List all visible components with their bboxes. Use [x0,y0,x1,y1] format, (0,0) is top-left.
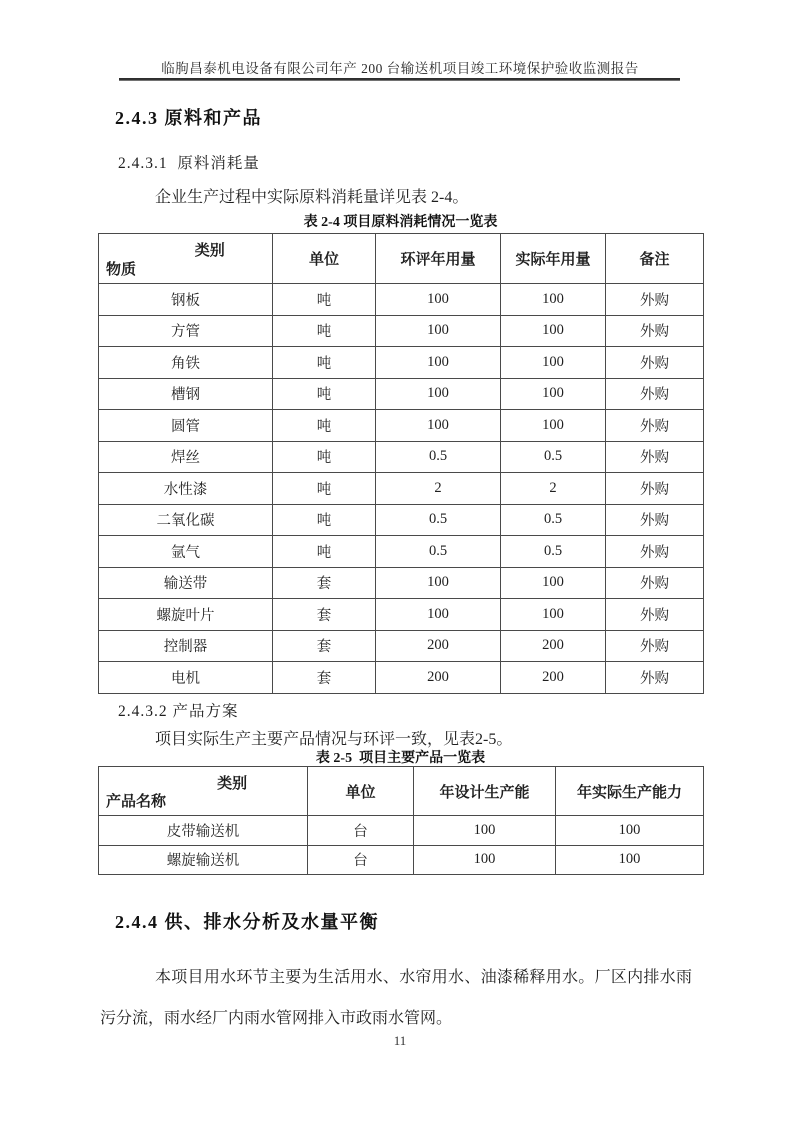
corner-label-category: 类别 [217,776,248,792]
table-row [99,567,704,599]
table-cell: 外购 [606,567,704,599]
table25-caption: 表 2-5 项目主要产品一览表 [315,751,486,766]
table-cell: 100 [376,599,501,631]
table-cell: 吨 [273,284,376,316]
table-cell: 外购 [606,599,704,631]
table-cell: 吨 [273,347,376,379]
table-cell: 控制器 [99,630,273,662]
table-row [99,410,704,442]
table-cell: 200 [501,630,606,662]
table-cell: 吨 [273,473,376,505]
table-cell: 200 [376,630,501,662]
table-cell: 吨 [273,378,376,410]
table-cell: 电机 [99,662,273,694]
table-cell: 2 [501,473,606,505]
table-main-products [98,766,704,875]
table-cell: 钢板 [99,284,273,316]
table-cell: 100 [376,284,501,316]
table-cell: 角铁 [99,347,273,379]
table-row [99,441,704,473]
table-cell: 100 [376,567,501,599]
table-row [99,473,704,505]
table-cell: 螺旋叶片 [99,599,273,631]
table-cell: 200 [501,662,606,694]
table24-header-remark: 备注 [606,234,704,284]
table-cell: 氩气 [99,536,273,568]
paragraph-products: 项目实际生产主要产品情况与环评一致，见表2-5。 [155,731,513,748]
table25-header-row [99,767,704,816]
running-header-title: 临朐昌泰机电设备有限公司年产 200 台输送机项目竣工环境保护验收监测报告 [161,61,639,76]
table25-body [99,816,704,875]
table-cell: 外购 [606,662,704,694]
table-cell: 二氧化碳 [99,504,273,536]
table-cell: 100 [414,816,556,846]
section-heading-243: 2.4.3 原料和产品 [115,108,262,128]
table-row [99,315,704,347]
table-cell: 100 [501,599,606,631]
subsection-heading-2432: 2.4.3.2 产品方案 [118,703,239,720]
table-cell: 输送带 [99,567,273,599]
table-cell: 槽钢 [99,378,273,410]
table-cell: 台 [308,845,414,875]
table-cell: 100 [501,315,606,347]
table-row [99,504,704,536]
table24-header-eia-amount: 环评年用量 [376,234,501,284]
table-cell: 100 [556,816,704,846]
table-row [99,378,704,410]
table-cell: 水性漆 [99,473,273,505]
table-row [99,599,704,631]
table-cell: 台 [308,816,414,846]
table-cell: 100 [376,378,501,410]
table-cell: 外购 [606,441,704,473]
table-row [99,845,704,875]
table-cell: 100 [501,567,606,599]
table-cell: 0.5 [376,536,501,568]
table-cell: 吨 [273,504,376,536]
table-cell: 100 [501,347,606,379]
table25-header-unit: 单位 [308,767,414,816]
table-cell: 螺旋输送机 [99,845,308,875]
corner-label-category: 类别 [194,243,225,259]
table-cell: 吨 [273,410,376,442]
table-cell: 100 [501,378,606,410]
table-row [99,284,704,316]
section-heading-244: 2.4.4 供、排水分析及水量平衡 [115,912,379,932]
table-cell: 2 [376,473,501,505]
corner-label-substance: 物质 [106,262,137,278]
table-cell: 外购 [606,630,704,662]
table24-header-unit: 单位 [273,234,376,284]
header-rule [119,78,680,81]
table25-corner-cell [99,767,308,816]
table-cell: 0.5 [501,504,606,536]
table-cell: 焊丝 [99,441,273,473]
table-cell: 外购 [606,347,704,379]
table-cell: 套 [273,599,376,631]
table-cell: 套 [273,630,376,662]
table-cell: 100 [556,845,704,875]
table-cell: 吨 [273,536,376,568]
table-cell: 圆管 [99,410,273,442]
table-cell: 0.5 [376,441,501,473]
table-cell: 0.5 [501,536,606,568]
table-cell: 0.5 [376,504,501,536]
table24-header-actual-amount: 实际年用量 [501,234,606,284]
table-cell: 100 [376,347,501,379]
table24-corner-cell [99,234,273,284]
table-row [99,536,704,568]
table-cell: 吨 [273,441,376,473]
table-row [99,662,704,694]
table-cell: 外购 [606,315,704,347]
table-cell: 套 [273,567,376,599]
table25-header-design-capacity: 年设计生产能 [414,767,556,816]
table-cell: 100 [501,410,606,442]
table-cell: 100 [414,845,556,875]
table-cell: 外购 [606,378,704,410]
paragraph-water-supply: 本项目用水环节主要为生活用水、水帘用水、油漆稀释用水。厂区内排水雨污分流，雨水经厂内雨水管网排入市政雨水管网。 [100,969,692,1027]
corner-label-product-name: 产品名称 [106,794,167,810]
table25-header-actual-capacity: 年实际生产能力 [556,767,704,816]
table-cell: 外购 [606,473,704,505]
table-cell: 外购 [606,410,704,442]
table-cell: 100 [376,410,501,442]
paragraph-raw-material: 企业生产过程中实际原料消耗量详见表 2-4。 [155,189,469,206]
page-number: 11 [393,1033,407,1048]
table-cell: 0.5 [501,441,606,473]
table-cell: 皮带输送机 [99,816,308,846]
table24-header-row [99,234,704,284]
table24-body [99,284,704,694]
table-cell: 方管 [99,315,273,347]
table-cell: 外购 [606,536,704,568]
table-cell: 吨 [273,315,376,347]
table-cell: 外购 [606,504,704,536]
table-cell: 200 [376,662,501,694]
table-cell: 100 [376,315,501,347]
subsection-heading-2431: 2.4.3.1 原料消耗量 [118,155,260,172]
table-cell: 套 [273,662,376,694]
table-row [99,347,704,379]
table-raw-material-consumption [98,233,704,694]
table-row [99,816,704,846]
table24-caption: 表 2-4 项目原料消耗情况一览表 [303,215,498,230]
table-row [99,630,704,662]
table-cell: 100 [501,284,606,316]
table-cell: 外购 [606,284,704,316]
